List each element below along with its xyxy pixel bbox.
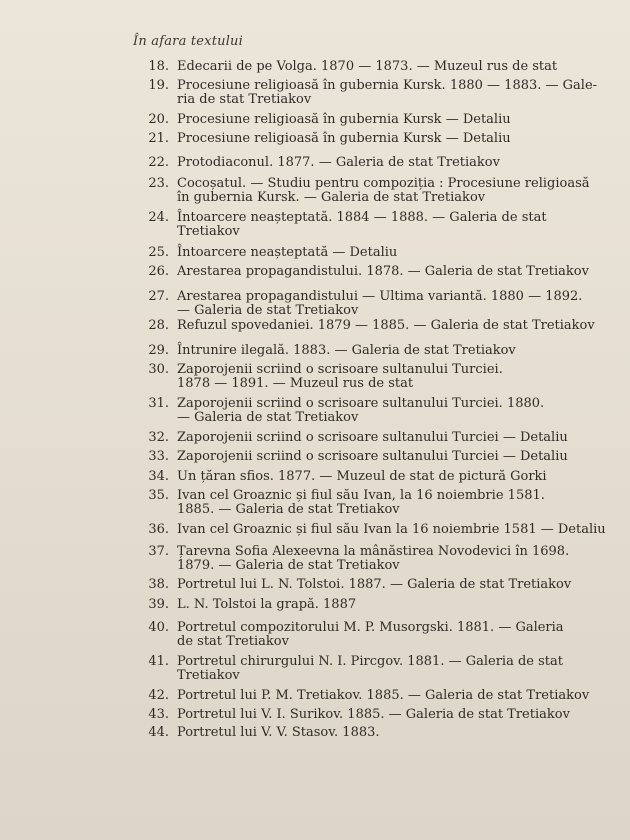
item-number: 36.	[148, 522, 169, 537]
item-number: 39.	[148, 597, 169, 612]
item-number: 43.	[148, 707, 169, 722]
item-text-line: Ivan cel Groaznic și fiul său Ivan la 16 noiembrie 1581 — Detaliu	[177, 522, 606, 537]
item-text-line: 1885. — Galeria de stat Tretiakov	[177, 502, 400, 517]
item-number: 22.	[148, 155, 169, 170]
item-number: 33.	[148, 449, 169, 464]
item-text-line: Procesiune religioasă în gubernia Kursk — Detaliu	[177, 112, 511, 127]
item-text-line: Tretiakov	[177, 668, 240, 683]
item-text-line: — Galeria de stat Tretiakov	[177, 410, 359, 425]
item-text-line: Arestarea propagandistului. 1878. — Galeria de stat Tretiakov	[177, 264, 589, 279]
item-text-line: Tretiakov	[177, 224, 240, 239]
item-number: 37.	[148, 544, 169, 559]
item-number: 29.	[148, 343, 169, 358]
item-number: 32.	[148, 430, 169, 445]
item-number: 26.	[148, 264, 169, 279]
item-number: 40.	[148, 620, 169, 635]
item-text-line: de stat Tretiakov	[177, 634, 289, 649]
item-text-line: Ivan cel Groaznic și fiul său Ivan, la 16 noiembrie 1581.	[177, 488, 545, 503]
item-number: 23.	[148, 176, 169, 191]
item-text-line: Procesiune religioasă în gubernia Kursk. 1880 — 1883. — Gale-	[177, 78, 598, 93]
item-text-line: Portretul chirurgului N. I. Pircgov. 1881. — Galeria de stat	[177, 654, 563, 669]
section-header: În afara textului	[133, 34, 243, 49]
item-text-line: Edecarii de pe Volga. 1870 — 1873. — Muzeul rus de stat	[177, 59, 558, 74]
item-number: 21.	[148, 131, 169, 146]
item-text-line: ria de stat Tretiakov	[177, 92, 312, 107]
item-text-line: Portretul lui V. V. Stasov. 1883.	[177, 725, 380, 740]
item-text-line: 1879. — Galeria de stat Tretiakov	[177, 558, 400, 573]
item-text-line: Zaporojenii scriind o scrisoare sultanului Turciei — Detaliu	[177, 449, 568, 464]
item-number: 27.	[148, 289, 169, 304]
item-number: 38.	[148, 577, 169, 592]
item-number: 30.	[148, 362, 169, 377]
item-text-line: Întrunire ilegală. 1883. — Galeria de stat Tretiakov	[177, 343, 516, 358]
item-number: 41.	[148, 654, 169, 669]
item-number: 31.	[148, 396, 169, 411]
item-text-line: Întoarcere neașteptată. 1884 — 1888. — Galeria de stat	[177, 210, 547, 225]
item-text-line: — Galeria de stat Tretiakov	[177, 303, 359, 318]
item-text-line: Cocoșatul. — Studiu pentru compoziția : Procesiune religioasă	[177, 176, 590, 191]
item-number: 18.	[148, 59, 169, 74]
item-text-line: Un țăran sfios. 1877. — Muzeul de stat de pictură Gorki	[177, 469, 547, 484]
item-number: 24.	[148, 210, 169, 225]
item-number: 20.	[148, 112, 169, 127]
item-number: 35.	[148, 488, 169, 503]
item-number: 19.	[148, 78, 169, 93]
item-text-line: L. N. Tolstoi la grapă. 1887	[177, 597, 357, 612]
item-number: 44.	[148, 725, 169, 740]
item-text-line: Arestarea propagandistului — Ultima variantă. 1880 — 1892.	[177, 289, 583, 304]
item-text-line: 1878 — 1891. — Muzeul rus de stat	[177, 376, 414, 391]
item-number: 34.	[148, 469, 169, 484]
item-text-line: Portretul lui L. N. Tolstoi. 1887. — Galeria de stat Tretiakov	[177, 577, 572, 592]
item-text-line: Zaporojenii scriind o scrisoare sultanului Turciei — Detaliu	[177, 430, 568, 445]
item-text-line: Procesiune religioasă în gubernia Kursk — Detaliu	[177, 131, 511, 146]
item-text-line: Portretul lui V. I. Surikov. 1885. — Galeria de stat Tretiakov	[177, 707, 570, 722]
item-text-line: Refuzul spovedaniei. 1879 — 1885. — Galeria de stat Tretiakov	[177, 318, 595, 333]
item-text-line: Zaporojenii scriind o scrisoare sultanului Turciei.	[177, 362, 503, 377]
item-text-line: Protodiaconul. 1877. — Galeria de stat Tretiakov	[177, 155, 500, 170]
item-number: 25.	[148, 245, 169, 260]
item-text-line: în gubernia Kursk. — Galeria de stat Tretiakov	[177, 190, 486, 205]
item-text-line: Portretul compozitorului M. P. Musorgski. 1881. — Galeria	[177, 620, 564, 635]
item-number: 42.	[148, 688, 169, 703]
item-text-line: Țarevna Sofia Alexeevna la mânăstirea Novodevici în 1698.	[177, 544, 570, 559]
item-number: 28.	[148, 318, 169, 333]
item-text-line: Zaporojenii scriind o scrisoare sultanului Turciei. 1880.	[177, 396, 545, 411]
item-text-line: Întoarcere neașteptată — Detaliu	[177, 245, 398, 260]
item-text-line: Portretul lui P. M. Tretiakov. 1885. — Galeria de stat Tretiakov	[177, 688, 590, 703]
